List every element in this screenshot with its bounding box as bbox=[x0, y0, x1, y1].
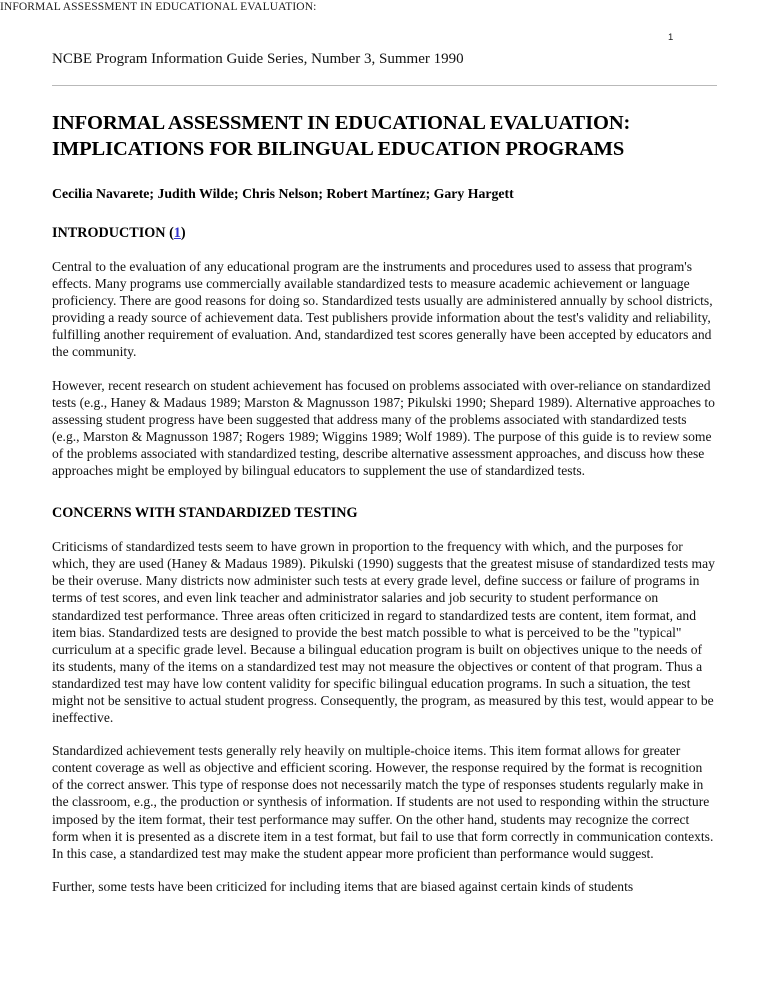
header-divider bbox=[52, 85, 717, 86]
section-heading-introduction-text: INTRODUCTION bbox=[52, 225, 166, 241]
page-title-line-1: INFORMAL ASSESSMENT IN EDUCATIONAL EVALUATION: bbox=[52, 112, 631, 134]
paragraph-concerns-1: Criticisms of standardized tests seem to have grown in proportion to the frequency with which, and the purposes for which, they are used (Haney & Madaus 1989). Pikulski (1990) suggests that the greatest misuse of standardized tests may be their overuse. Many districts now administer such tests at every grade level, define success or failure of programs in terms of test scores, and even link teacher and administrator salaries and job security to student performance on standardized test performance. Three areas often criticized in regard to standardized tests are content, item format, and item bias. Standardized tests are designed to provide the best match possible to what is perceived to be the "typical" curriculum at a specific grade level. Because a bilingual education program is built on objectives unique to the needs of its students, many of the items on a standardized test may not measure the objectives or content of that program. Thus a standardized test may have low content validity for specific bilingual education programs. In such a situation, the test might not be sensitive to actual student progress. Consequently, the program, as measured by this test, would appear to be ineffective. bbox=[52, 539, 715, 726]
paragraph-concerns-3: Further, some tests have been criticized for including items that are biased against certain kinds of students bbox=[52, 878, 634, 894]
page-number: 1 bbox=[668, 32, 674, 43]
page-title-line-2: IMPLICATIONS FOR BILINGUAL EDUCATION PROGRAMS bbox=[52, 138, 625, 160]
authors-line: Cecilia Navarete; Judith Wilde; Chris Nelson; Robert Martínez; Gary Hargett bbox=[52, 186, 514, 201]
paragraph-intro-1: Central to the evaluation of any educational program are the instruments and procedures used to assess that program's effects. Many programs use commercially available standardized tests to measure academic achievement or language proficiency. There are good reasons for doing so. Standardized tests usually are administered annually by school districts, providing a ready source of achievement data. Test publishers provide information about the test's validity and reliability, fulfilling another requirement of evaluation. And, standardized test scores generally have been accepted by educators and the community. bbox=[52, 259, 713, 360]
paragraph-concerns-2: Standardized achievement tests generally rely heavily on multiple-choice items. This item format allows for greater content coverage as well as objective and efficient scoring. However, the response required by the format is recognition of the correct answer. This type of response does not necessarily match the type of responses students regularly make in the classroom, e.g., the production or synthesis of information. If students are not used to responding within the structure imposed by the item format, their test performance may suffer. On the other hand, students may recognize the correct form when it is presented as a discrete item in a test format, but fail to use that form correctly in communication contexts. In this case, a standardized test may make the student appear more proficient than performance would suggest. bbox=[52, 743, 714, 861]
section-heading-introduction bbox=[52, 224, 717, 242]
section-heading-concerns: CONCERNS WITH STANDARDIZED TESTING bbox=[52, 505, 358, 522]
running-header: INFORMAL ASSESSMENT IN EDUCATIONAL EVALUATION: bbox=[0, 1, 317, 13]
footnote-link-1[interactable]: 1 bbox=[173, 225, 181, 241]
paragraph-intro-2: However, recent research on student achievement has focused on problems associated with over-reliance on standardized tests (e.g., Haney & Madaus 1989; Marston & Magnusson 1987; Pikulski 1990; Shepard 1989). Alternative approaches to assessing student progress have been suggested that address many of the problems associated with standardized tests (e.g., Marston & Magnusson 1987; Rogers 1989; Wiggins 1989; Wolf 1989). The purpose of this guide is to review some of the problems associated with standardized testing, describe alternative assessment approaches, and discuss how these approaches might be employed by bilingual educators to supplement the use of standardized tests. bbox=[52, 377, 715, 479]
footnote-paren-close: ) bbox=[180, 225, 186, 241]
series-line: NCBE Program Information Guide Series, Number 3, Summer 1990 bbox=[52, 51, 464, 67]
footnote-paren-open: ( bbox=[165, 225, 174, 241]
content-column bbox=[52, 0, 717, 895]
page-title bbox=[52, 110, 717, 162]
